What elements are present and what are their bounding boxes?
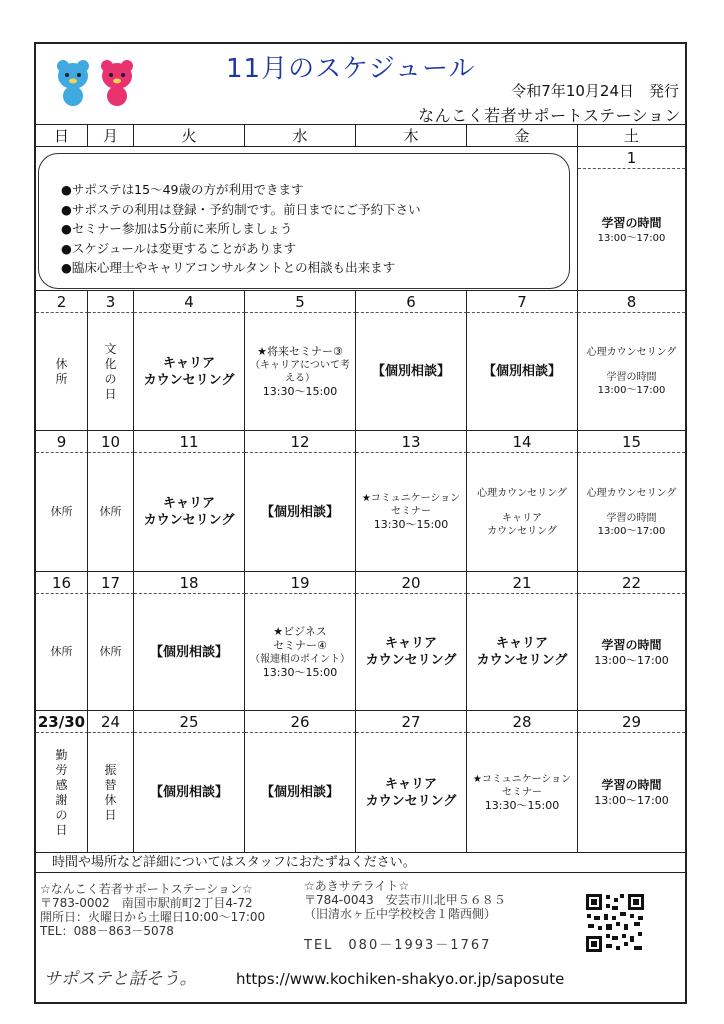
weekday-thu: 木 <box>356 124 467 147</box>
day-cell <box>88 452 134 572</box>
day-number: 14 <box>467 431 578 452</box>
day-cell <box>356 312 467 431</box>
office-phone: TEL：088－863－5078 <box>40 924 174 938</box>
day-cell <box>245 312 356 431</box>
day-number: 22 <box>621 573 642 592</box>
office-name: ☆なんこく若者サポートステーション☆ <box>40 882 253 896</box>
day-number: 4 <box>134 291 245 312</box>
pink-bear-mascot-icon <box>100 58 134 106</box>
seminar-time: 13:30～15:00 <box>262 665 338 679</box>
day-cell <box>36 593 88 711</box>
event-label: 学習の時間 <box>606 372 657 383</box>
closed-label: 休所 <box>99 505 122 518</box>
day-number: 26 <box>245 711 356 732</box>
seminar-title: セミナー④ <box>273 638 327 652</box>
day-cell <box>356 452 467 572</box>
notice-box <box>38 153 570 289</box>
day-number: 16 <box>36 572 88 593</box>
day-number: 19 <box>245 572 356 593</box>
day-number: 21 <box>467 572 578 593</box>
event-label: カウンセリング <box>365 653 457 668</box>
day-cell <box>134 312 245 431</box>
event-label: 心理カウンセリング <box>477 487 567 499</box>
weekday-sun: 日 <box>36 124 88 147</box>
day-number: 10 <box>88 431 134 452</box>
day-number: 3 <box>88 291 134 312</box>
event-label: キャリア <box>502 512 542 524</box>
day-number: 8 <box>626 292 637 311</box>
day-number: 18 <box>134 572 245 593</box>
day-number: 29 <box>621 712 642 731</box>
seminar-title: ★コミュニケーション <box>361 493 461 504</box>
day-number: 12 <box>245 431 356 452</box>
office-address: 〒783-0002 南国市駅前町2丁目4-72 <box>40 896 253 910</box>
day-cell <box>245 593 356 711</box>
event-label: カウンセリング <box>476 653 568 668</box>
event-label: キャリア <box>162 355 215 371</box>
seminar-title: ★コミュニケーション <box>472 773 572 785</box>
day-number: 25 <box>134 711 245 732</box>
closed-label: 休所 <box>50 505 73 518</box>
organization-name: なんこく若者サポートステーション <box>418 106 681 125</box>
day-cell <box>356 732 467 853</box>
event-label: 心理カウンセリング <box>586 487 677 499</box>
event-label: キャリア <box>495 636 548 651</box>
day-number: 9 <box>36 431 88 452</box>
weekday-mon: 月 <box>88 124 134 147</box>
day-number: 23/30 <box>36 711 88 732</box>
day-number: 24 <box>88 711 134 732</box>
satellite-address: 〒784-0043 安芸市川北甲５６８５ <box>304 893 506 907</box>
day-number: 1 <box>626 148 637 167</box>
event-time: 13:00～17:00 <box>594 653 669 667</box>
event-label: キャリア <box>384 776 437 792</box>
day-cell <box>245 732 356 853</box>
day-cell <box>356 593 467 711</box>
office-hours: 開所日：火曜日から土曜日10:00～17:00 <box>40 910 266 924</box>
seminar-time: 13:30～15:00 <box>373 518 449 531</box>
day-number: 6 <box>356 291 467 312</box>
day-cell <box>134 732 245 853</box>
notice-item: ●セミナー参加は5分前に来所しましょう <box>61 221 293 236</box>
event-time: 13:00～17:00 <box>594 794 669 807</box>
day-cell <box>88 732 134 853</box>
holiday-label: 振替休日 <box>104 762 117 822</box>
satellite-office-info <box>304 879 506 921</box>
event-label: 学習の時間 <box>601 778 662 792</box>
seminar-subtitle: （キャリアについて考える） <box>250 359 350 384</box>
satellite-phone: TEL 080－1993－1767 <box>304 938 492 953</box>
holiday-label: 文化の日 <box>104 341 117 401</box>
day-cell <box>578 312 685 431</box>
day-number: 5 <box>245 291 356 312</box>
day-cell <box>36 732 88 853</box>
day-number: 7 <box>467 291 578 312</box>
satellite-note: （旧清水ヶ丘中学校校舎１階西側） <box>304 907 497 921</box>
notice-item: ●臨床心理士やキャリアコンサルタントとの相談も出来ます <box>61 260 396 275</box>
event-label: 【個別相談】 <box>260 504 339 520</box>
day-number: 15 <box>621 432 642 451</box>
day-cell <box>578 452 685 572</box>
event-label: カウンセリング <box>487 525 557 537</box>
day-cell <box>88 593 134 711</box>
weekday-wed: 水 <box>245 124 356 147</box>
qr-code-icon[interactable] <box>584 892 646 954</box>
day-cell <box>578 593 685 711</box>
event-label: 【個別相談】 <box>371 364 450 379</box>
event-label: 学習の時間 <box>601 637 662 652</box>
day-number: 27 <box>356 711 467 732</box>
event-label: カウンセリング <box>365 793 457 809</box>
day-cell <box>467 312 578 431</box>
day-number: 20 <box>356 572 467 593</box>
day-cell-sat-1 <box>578 168 685 291</box>
holiday-label: 勤労感謝の日 <box>55 747 68 837</box>
day-cell <box>36 452 88 572</box>
day-cell <box>578 732 685 853</box>
event-label: カウンセリング <box>143 372 235 388</box>
day-cell <box>134 452 245 572</box>
seminar-title: セミナー <box>502 786 542 798</box>
event-label: 学習の時間 <box>606 512 657 524</box>
day-number: 17 <box>88 572 134 593</box>
event-label: カウンセリング <box>143 513 235 528</box>
day-number: 2 <box>36 291 88 312</box>
event-time: 13:00～17:00 <box>597 385 666 396</box>
weekday-tue: 火 <box>134 124 245 147</box>
day-number: 13 <box>356 431 467 452</box>
seminar-title: ★将来セミナー③ <box>257 344 343 358</box>
closed-label: 休所 <box>55 356 68 386</box>
day-cell <box>467 452 578 572</box>
event-label: キャリア <box>162 496 215 511</box>
event-label: キャリア <box>384 636 437 651</box>
day-number: 11 <box>134 431 245 452</box>
header <box>36 44 685 124</box>
event-label: 心理カウンセリング <box>586 347 677 358</box>
day-cell <box>245 452 356 572</box>
study-time-hours: 13:00～17:00 <box>597 232 666 244</box>
main-office-info <box>40 882 265 938</box>
seminar-title: ★ビジネス <box>273 624 327 638</box>
schedule-sheet <box>34 42 687 1004</box>
seminar-time: 13:30～15:00 <box>262 384 338 398</box>
event-label: 【個別相談】 <box>149 785 228 800</box>
blue-bear-mascot-icon <box>56 58 90 106</box>
seminar-subtitle: （報連相のポイント） <box>250 653 350 665</box>
page-title: 11月のスケジュール <box>226 54 476 84</box>
event-label: 【個別相談】 <box>260 785 339 800</box>
notice-item: ●サポステは15～49歳の方が利用できます <box>61 182 304 197</box>
day-cell <box>467 732 578 853</box>
event-label: 【個別相談】 <box>149 644 228 660</box>
weekday-sat: 土 <box>578 124 685 147</box>
event-label: 【個別相談】 <box>482 364 561 379</box>
study-time-label: 学習の時間 <box>601 215 662 230</box>
handwritten-tagline: サポステと話そう。 <box>44 969 197 989</box>
issue-date: 令和7年10月24日 発行 <box>511 82 679 100</box>
seminar-time: 13:30～15:00 <box>484 798 560 812</box>
notice-item: ●サポステの利用は登録・予約制です。前日までにご予約下さい <box>61 201 421 217</box>
day-cell <box>467 593 578 711</box>
day-number: 28 <box>467 711 578 732</box>
closed-label: 休所 <box>99 645 122 658</box>
day-cell <box>134 593 245 711</box>
day-cell <box>88 312 134 431</box>
seminar-title: セミナー <box>391 506 431 517</box>
weekday-fri: 金 <box>467 124 578 147</box>
closed-label: 休所 <box>50 645 73 658</box>
website-url[interactable]: https://www.kochiken-shakyo.or.jp/saposute <box>236 970 565 988</box>
satellite-name: ☆あきサテライト☆ <box>304 879 410 893</box>
event-time: 13:00～17:00 <box>597 525 666 537</box>
day-cell <box>36 312 88 431</box>
notice-item: ●スケジュールは変更することがあります <box>61 240 297 256</box>
footer-note: 時間や場所など詳細についてはスタッフにおたずねください。 <box>36 852 685 873</box>
